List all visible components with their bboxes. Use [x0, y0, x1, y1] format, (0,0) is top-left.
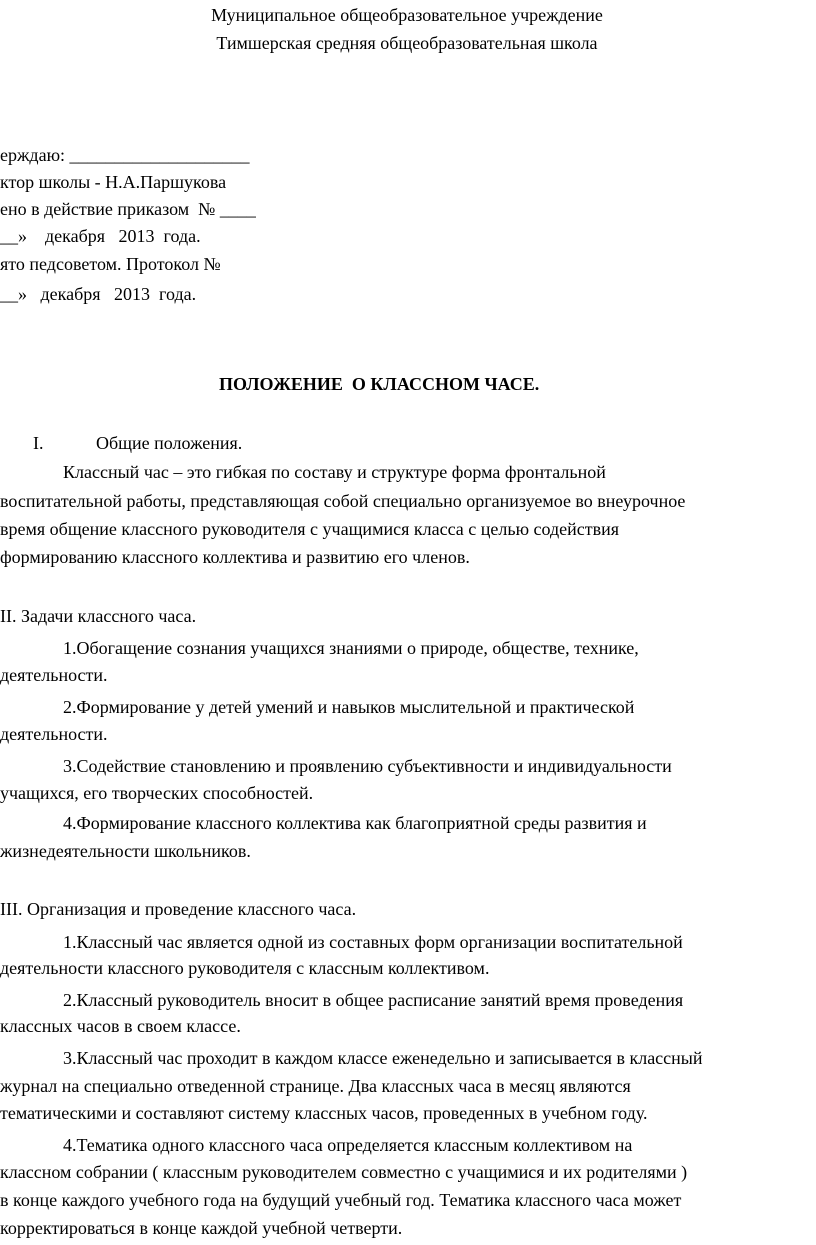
- section-3-line-2: деятельности классного руководителя с классным коллективом.: [0, 958, 490, 978]
- section-2-line-6: учащихся, его творческих способностей.: [0, 783, 314, 803]
- section-2-line-8: жизнедеятельности школьников.: [0, 841, 251, 861]
- section-1-number: I.: [33, 433, 44, 453]
- section-3-line-9: классном собрании ( классным руководителем совместно с учащимися и их родителями ): [0, 1162, 688, 1182]
- header-line-2: Тимшерская средняя общеобразовательная школа: [216, 33, 598, 53]
- section-2-line-7: 4.Формирование классного коллектива как благоприятной среды развития и: [63, 813, 647, 833]
- approval-line-6: __» декабря 2013 года.: [0, 284, 197, 304]
- header-line-1: Муниципальное общеобразовательное учреждение: [211, 5, 603, 25]
- approval-line-3: ено в действие приказом № ____: [0, 199, 256, 219]
- approval-line-2: ктор школы - Н.А.Паршукова: [0, 172, 227, 192]
- section-1-line-2: воспитательной работы, представляющая собой специально организуемое во внеурочное: [0, 491, 686, 511]
- section-3-line-7: тематическими и составляют систему классных часов, проведенных в учебном году.: [0, 1103, 648, 1123]
- section-3-line-3: 2.Классный руководитель вносит в общее расписание занятий время проведения: [63, 990, 684, 1010]
- section-3-line-6: журнал на специально отведенной странице. Два классных часа в месяц являются: [0, 1076, 631, 1096]
- section-3-line-11: корректироваться в конце каждой учебной четверти.: [0, 1218, 403, 1238]
- section-2-line-5: 3.Содействие становлению и проявлению субъективности и индивидуальности: [63, 756, 672, 776]
- section-2-heading: II. Задачи классного часа.: [0, 606, 197, 626]
- section-3-line-10: в конце каждого учебного года на будущий учебный год. Тематика классного часа может: [0, 1190, 682, 1210]
- section-3-line-5: 3.Классный час проходит в каждом классе еженедельно и записывается в классный: [63, 1048, 703, 1068]
- section-3-heading: III. Организация и проведение классного часа.: [0, 899, 357, 919]
- section-3-line-8: 4.Тематика одного классного часа определяется классным коллективом на: [63, 1135, 633, 1155]
- section-1-heading: Общие положения.: [96, 433, 243, 453]
- section-1-line-1: Классный час – это гибкая по составу и структуре форма фронтальной: [63, 462, 606, 482]
- approval-line-5: ято педсоветом. Протокол №: [0, 254, 221, 274]
- section-2-line-1: 1.Обогащение сознания учащихся знаниями о природе, обществе, технике,: [63, 638, 639, 658]
- section-2-line-3: 2.Формирование у детей умений и навыков мыслительной и практической: [63, 697, 635, 717]
- section-3-line-4: классных часов в своем классе.: [0, 1016, 241, 1036]
- section-1-line-3: время общение классного руководителя с учащимися класса с целью содействия: [0, 519, 620, 539]
- approval-line-4: __» декабря 2013 года.: [0, 226, 201, 246]
- approval-line-1: ерждаю: ____________________: [0, 145, 250, 165]
- section-3-line-1: 1.Классный час является одной из составных форм организации воспитательной: [63, 932, 683, 952]
- section-2-line-2: деятельности.: [0, 665, 108, 685]
- section-1-line-4: формированию классного коллектива и развитию его членов.: [0, 547, 470, 567]
- document-title: ПОЛОЖЕНИЕ О КЛАССНОМ ЧАСЕ.: [219, 374, 540, 394]
- section-2-line-4: деятельности.: [0, 724, 108, 744]
